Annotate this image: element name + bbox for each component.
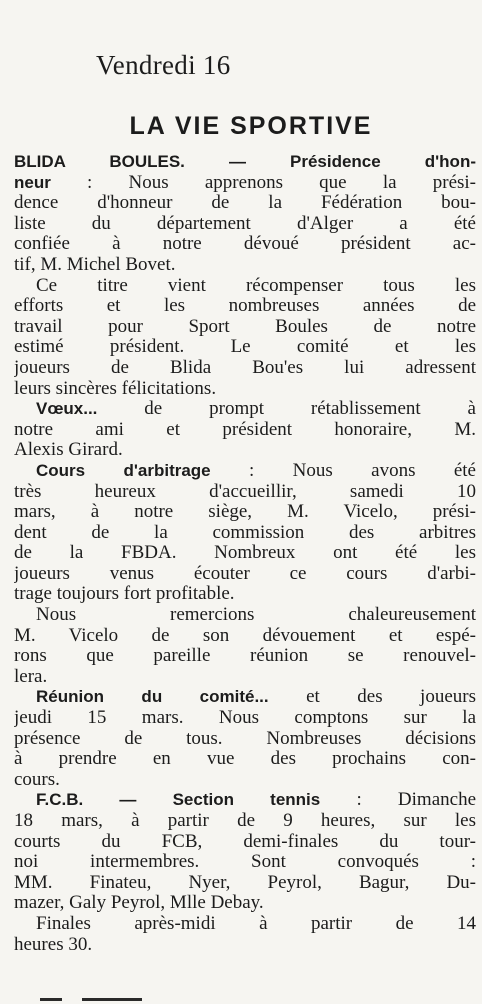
- article-line: [14, 420, 476, 441]
- article-line: [14, 873, 476, 894]
- article-line: [14, 482, 476, 503]
- article-line-heading: F.C.B. — Section tennis: [36, 790, 321, 810]
- article-line: [14, 687, 476, 708]
- article-line-text: dent de la commission des arbitres: [14, 522, 476, 543]
- article-line-text: de la FBDA. Nombreux ont été les: [14, 543, 476, 564]
- article-line: [14, 317, 476, 338]
- article-line-text: lera.: [14, 666, 48, 687]
- article-line-heading: Réunion du comité...: [36, 687, 269, 707]
- article-line: [14, 914, 476, 935]
- article-line-text: courts du FCB, demi-finales du tour-: [14, 831, 476, 852]
- article-line-text: trage toujours fort profitable.: [14, 584, 235, 605]
- article-line-text: Finales après-midi à partir de 14: [36, 913, 476, 934]
- article-line: [14, 626, 476, 647]
- article-line: [14, 852, 476, 873]
- page-date: Vendredi 16: [96, 50, 231, 80]
- article-line: [14, 399, 476, 420]
- article-line-text: travail pour Sport Boules de notre: [14, 316, 476, 337]
- article-line-text: très heureux d'accueillir, samedi 10: [14, 481, 476, 502]
- article-line-text: heures 30.: [14, 934, 93, 955]
- article-line-text: estimé président. Le comité et les: [14, 337, 476, 358]
- article-line-text: Nous remercions chaleureusement: [36, 605, 476, 626]
- article-line: [14, 708, 476, 729]
- article-line-heading: neur: [14, 172, 51, 192]
- article-line-text: M. Vicelo de son dévouement et espé-: [14, 625, 476, 646]
- article-line-text: à prendre en vue des prochains con-: [14, 749, 476, 770]
- article-line-text: liste du département d'Alger a été: [14, 213, 476, 234]
- article-line-text: de prompt rétablissement à: [97, 399, 476, 420]
- article-line: [14, 584, 476, 605]
- article-line-text: : Nous apprenons que la prési-: [50, 172, 476, 193]
- article-line: [14, 214, 476, 235]
- article-line-text: MM. Finateu, Nyer, Peyrol, Bagur, Du-: [14, 872, 476, 893]
- article-line: [14, 749, 476, 770]
- article-line: [14, 337, 476, 358]
- article-line-text: mars, à notre siège, M. Vicelo, prési-: [14, 502, 476, 523]
- article-line: [14, 605, 476, 626]
- article-line-text: 18 mars, à partir de 9 heures, sur les: [14, 811, 476, 831]
- article-line: [14, 790, 476, 811]
- article-line: [14, 770, 476, 791]
- article-line-text: noi intermembres. Sont convoqués :: [14, 852, 476, 873]
- article-line-text: joueurs venus écouter ce cours d'arbi-: [14, 563, 476, 584]
- article-line: [14, 832, 476, 853]
- article-line-text: leurs sincères félicitations.: [14, 378, 217, 399]
- cut-off-next-line: [40, 994, 200, 1004]
- article-body: [14, 152, 476, 955]
- article-line-text: cours.: [14, 769, 60, 790]
- article-line-heading: Cours d'arbitrage: [36, 460, 211, 480]
- article-line: [14, 461, 476, 482]
- article-line-text: notre ami et président honoraire, M.: [14, 419, 476, 440]
- article-line: [14, 193, 476, 214]
- article-line: [14, 502, 476, 523]
- article-line-text: mazer, Galy Peyrol, Mlle Debay.: [14, 893, 264, 914]
- article-line-text: Ce titre vient récompenser tous les: [36, 275, 476, 296]
- article-line: [14, 729, 476, 750]
- article-line-text: : Dimanche: [320, 790, 476, 811]
- article-line: [14, 523, 476, 544]
- article-line: [14, 543, 476, 564]
- article-line: [14, 667, 476, 688]
- article-line: [14, 358, 476, 379]
- article-line: [14, 296, 476, 317]
- article-line: [14, 379, 476, 400]
- article-line-text: efforts et les nombreuses années de: [14, 296, 476, 317]
- article-line-text: rons que pareille réunion se renouvel-: [14, 646, 476, 667]
- article-line-heading: Vœux...: [36, 399, 98, 419]
- article-line: [14, 893, 476, 914]
- article-line-text: et des joueurs: [268, 687, 476, 708]
- article-line: [14, 255, 476, 276]
- article-line-text: dence d'honneur de la Fédération bou-: [14, 193, 476, 214]
- article-line-text: joueurs de Blida Bou'es lui adressent: [14, 357, 476, 378]
- section-title: LA VIE SPORTIVE: [129, 112, 373, 140]
- article-line: [14, 811, 476, 832]
- article-line-heading: BLIDA BOULES. — Présidence d'hon-: [14, 152, 476, 171]
- article-line: [14, 276, 476, 297]
- article-line-text: tif, M. Michel Bovet.: [14, 254, 176, 275]
- article-line: [14, 646, 476, 667]
- article-line: [14, 564, 476, 585]
- article-line-text: Alexis Girard.: [14, 440, 123, 461]
- article-line: [14, 234, 476, 255]
- article-line-text: : Nous avons été: [210, 460, 476, 481]
- article-line: [14, 440, 476, 461]
- article-line: [14, 152, 476, 173]
- article-line: [14, 173, 476, 194]
- article-line-text: présence de tous. Nombreuses décisions: [14, 728, 476, 749]
- article-line-text: confiée à notre dévoué président ac-: [14, 234, 476, 255]
- article-line: [14, 935, 476, 956]
- article-line-text: jeudi 15 mars. Nous comptons sur la: [14, 708, 476, 729]
